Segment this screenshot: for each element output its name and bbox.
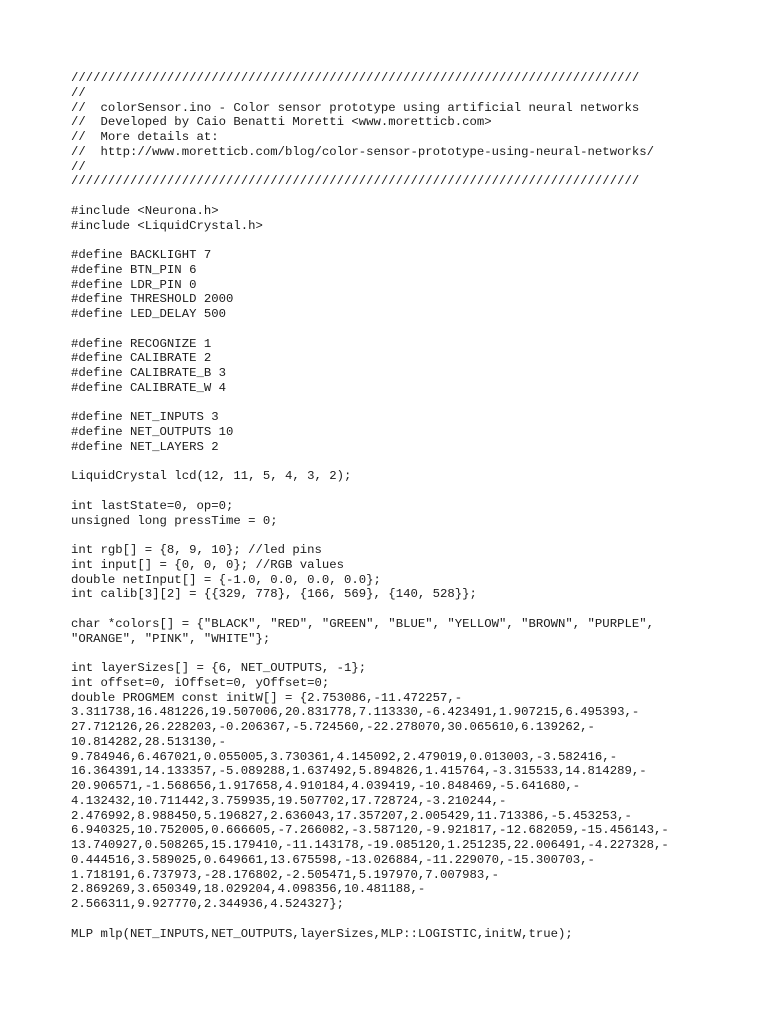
blank-line <box>71 396 731 411</box>
blank-line <box>71 602 731 617</box>
code-line: #include <Neurona.h> <box>71 203 219 218</box>
code-line: // <box>71 159 86 174</box>
code-line: 6.940325,10.752005,0.666605,-7.266082,-3.587120,-9.921817,-12.682059,-15.456143,- <box>71 823 669 838</box>
code-line: #define THRESHOLD 2000 <box>71 292 234 307</box>
code-line: // More details at: <box>71 130 219 144</box>
blank-line <box>71 528 731 543</box>
code-line: ///////////////////////////////////////////////////////////////////////////// <box>71 174 640 189</box>
code-line: unsigned long pressTime = 0; <box>71 513 278 528</box>
code-line: #define LED_DELAY 500 <box>71 307 226 321</box>
code-line: #define NET_INPUTS 3 <box>71 410 219 425</box>
code-line: // Developed by Caio Benatti Moretti <www.moretticb.com> <box>71 115 492 130</box>
code-line: #define RECOGNIZE 1 <box>71 336 212 351</box>
code-line: int calib[3][2] = {{329, 778}, {166, 569}, {140, 528}}; <box>71 587 477 602</box>
code-line: 1.718191,6.737973,-28.176802,-2.505471,5.197970,7.007983,- <box>71 867 500 882</box>
code-line: "ORANGE", "PINK", "WHITE"}; <box>71 631 271 646</box>
code-line: #define BTN_PIN 6 <box>71 262 197 277</box>
code-line: #include <LiquidCrystal.h> <box>71 218 263 233</box>
code-line: // http://www.moretticb.com/blog/color-sensor-prototype-using-neural-networks/ <box>71 144 654 159</box>
code-document <box>71 71 731 941</box>
code-line: 27.712126,26.228203,-0.206367,-5.724560,-22.278070,30.065610,6.139262,- <box>71 720 595 734</box>
code-line: #define CALIBRATE 2 <box>71 351 212 366</box>
code-line: int rgb[] = {8, 9, 10}; //led pins <box>71 543 322 557</box>
blank-line <box>71 189 731 204</box>
code-line: LiquidCrystal lcd(12, 11, 5, 4, 3, 2); <box>71 469 352 484</box>
code-line: #define CALIBRATE_W 4 <box>71 380 226 395</box>
code-line: MLP mlp(NET_INPUTS,NET_OUTPUTS,layerSizes,MLP::LOGISTIC,initW,true); <box>71 926 573 941</box>
code-line: 13.740927,0.508265,15.179410,-11.143178,-19.085120,1.251235,22.006491,-4.227328,- <box>71 838 669 852</box>
code-line: int input[] = {0, 0, 0}; //RGB values <box>71 557 345 572</box>
code-line: // colorSensor.ino - Color sensor prototype using artificial neural networks <box>71 100 640 115</box>
code-line: #define NET_LAYERS 2 <box>71 439 219 454</box>
code-line: double netInput[] = {-1.0, 0.0, 0.0, 0.0}; <box>71 572 381 587</box>
code-line: #define LDR_PIN 0 <box>71 277 197 292</box>
blank-line <box>71 646 731 661</box>
code-line: int layerSizes[] = {6, NET_OUTPUTS, -1}; <box>71 661 367 675</box>
code-line: char *colors[] = {"BLACK", "RED", "GREEN", "BLUE", "YELLOW", "BROWN", "PURPLE", <box>71 616 654 631</box>
code-line: #define NET_OUTPUTS 10 <box>71 425 234 439</box>
code-line: 16.364391,14.133357,-5.089288,1.637492,5.894826,1.415764,-3.315533,14.814289,- <box>71 764 647 779</box>
code-line: 20.906571,-1.568656,1.917658,4.910184,4.039419,-10.848469,-5.641680,- <box>71 779 581 793</box>
code-line: 2.476992,8.988450,5.196827,2.636043,17.357207,2.005429,11.713386,-5.453253,- <box>71 808 632 823</box>
code-line: 10.814282,28.513130,- <box>71 734 226 749</box>
blank-line <box>71 322 731 337</box>
blank-line <box>71 233 731 248</box>
code-line: 9.784946,6.467021,0.055005,3.730361,4.145092,2.479019,0.013003,-3.582416,- <box>71 749 618 764</box>
code-line: // <box>71 85 86 100</box>
code-line: int lastState=0, op=0; <box>71 498 234 513</box>
code-line: #define CALIBRATE_B 3 <box>71 366 226 380</box>
code-line: 4.132432,10.711442,3.759935,19.507702,17.728724,-3.210244,- <box>71 793 507 808</box>
code-line: int offset=0, iOffset=0, yOffset=0; <box>71 675 330 690</box>
blank-line <box>71 912 731 927</box>
code-line: 0.444516,3.589025,0.649661,13.675598,-13.026884,-11.229070,-15.300703,- <box>71 852 595 867</box>
code-line: ///////////////////////////////////////////////////////////////////////////// <box>71 71 640 85</box>
blank-line <box>71 484 731 499</box>
code-line: 2.566311,9.927770,2.344936,4.524327}; <box>71 897 345 911</box>
code-line: 3.311738,16.481226,19.507006,20.831778,7.113330,-6.423491,1.907215,6.495393,- <box>71 705 640 720</box>
code-line: #define BACKLIGHT 7 <box>71 248 212 262</box>
code-line: double PROGMEM const initW[] = {2.753086,-11.472257,- <box>71 690 463 705</box>
blank-line <box>71 455 731 470</box>
code-line: 2.869269,3.650349,18.029204,4.098356,10.481188,- <box>71 882 426 897</box>
